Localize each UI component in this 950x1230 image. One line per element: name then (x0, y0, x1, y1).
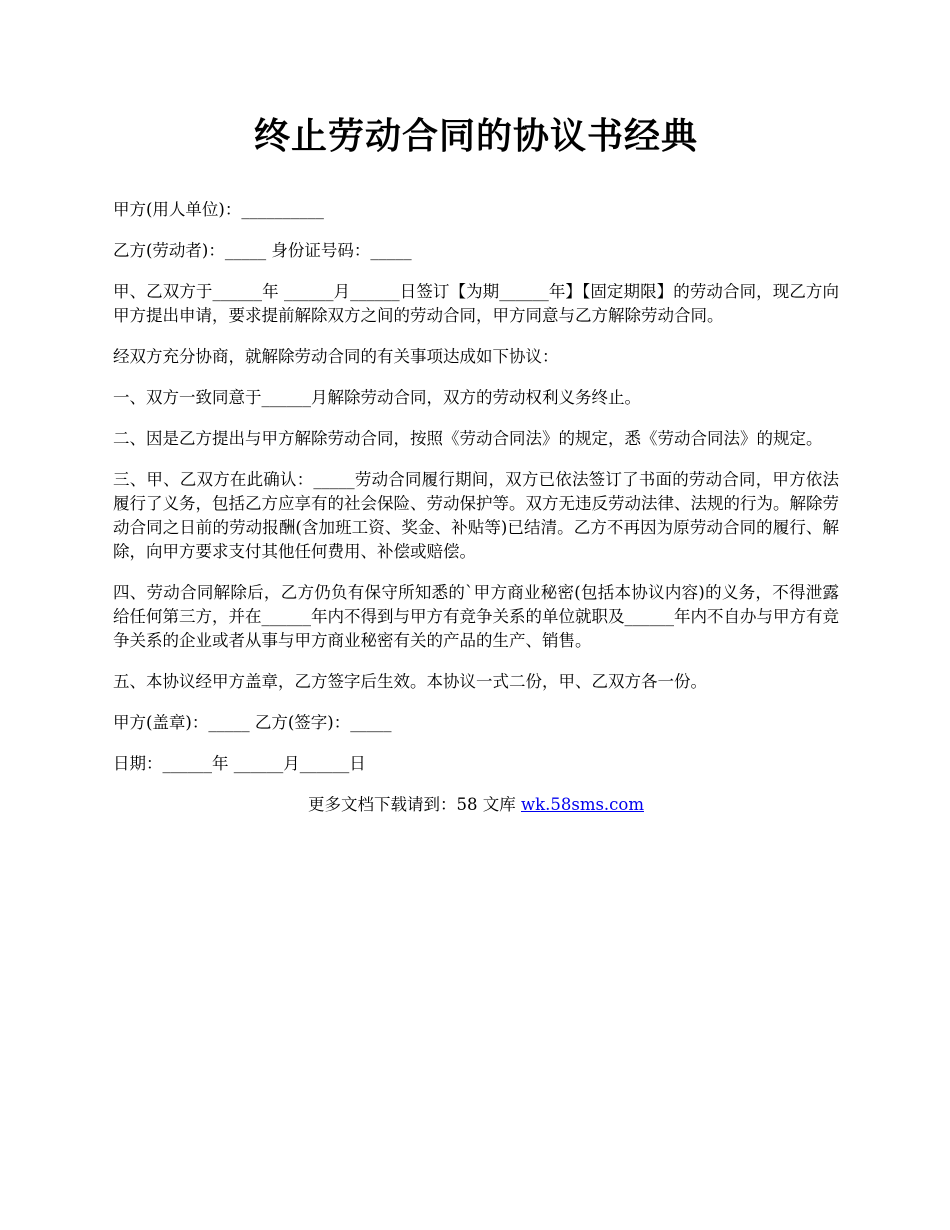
clause-5-paragraph: 五、本协议经甲方盖章，乙方签字后生效。本协议一式二份，甲、乙双方各一份。 (113, 672, 707, 691)
clause-1-paragraph: 一、双方一致同意于______月解除劳动合同，双方的劳动权利义务终止。 (113, 388, 641, 407)
footer-download-note (113, 793, 839, 817)
document-page (113, 112, 839, 817)
document-title: 终止劳动合同的协议书经典 (253, 115, 698, 157)
clause-2-paragraph: 二、因是乙方提出与甲方解除劳动合同，按照《劳动合同法》的规定，悉《劳动合同法》的规定。 (113, 429, 823, 448)
signature-line: 甲方(盖章)：_____ 乙方(签字)：_____ (113, 713, 392, 732)
clause-3-paragraph: 三、甲、乙双方在此确认：_____劳动合同履行期间，双方已依法签订了书面的劳动合同，甲方依法履行了义务，包括乙方应享有的社会保险、劳动保护等。双方无违反劳动法律、法规的行为。解除劳动合同之日前的劳动报酬(含加班工资、奖金、补贴等)已结清。乙方不再因为原劳动合同的履行、解除，向甲方要求支付其他任何费用、补偿或赔偿。 (113, 470, 839, 561)
footer-link[interactable]: wk.58sms.com (520, 795, 644, 814)
footer-text: 更多文档下载请到：58 文库 (307, 795, 521, 814)
party-a-line: 甲方(用人单位)：__________ (113, 200, 324, 219)
party-b-line: 乙方(劳动者)：_____ 身份证号码：_____ (113, 241, 412, 260)
contract-intro-paragraph: 甲、乙双方于______年 ______月______日签订【为期______年】【固定期限】的劳动合同，现乙方向甲方提出申请，要求提前解除双方之间的劳动合同，甲方同意与乙方解除劳动合同。 (113, 282, 839, 325)
date-line: 日期：______年 ______月______日 (113, 754, 366, 773)
clause-4-paragraph: 四、劳动合同解除后，乙方仍负有保守所知悉的`甲方商业秘密(包括本协议内容)的义务，不得泄露给任何第三方，并在______年内不得到与甲方有竞争关系的单位就职及______年内不自办与甲方有竞争关系的企业或者从事与甲方商业秘密有关的产品的生产、销售。 (113, 583, 839, 650)
negotiation-paragraph: 经双方充分协商，就解除劳动合同的有关事项达成如下协议： (113, 347, 559, 366)
